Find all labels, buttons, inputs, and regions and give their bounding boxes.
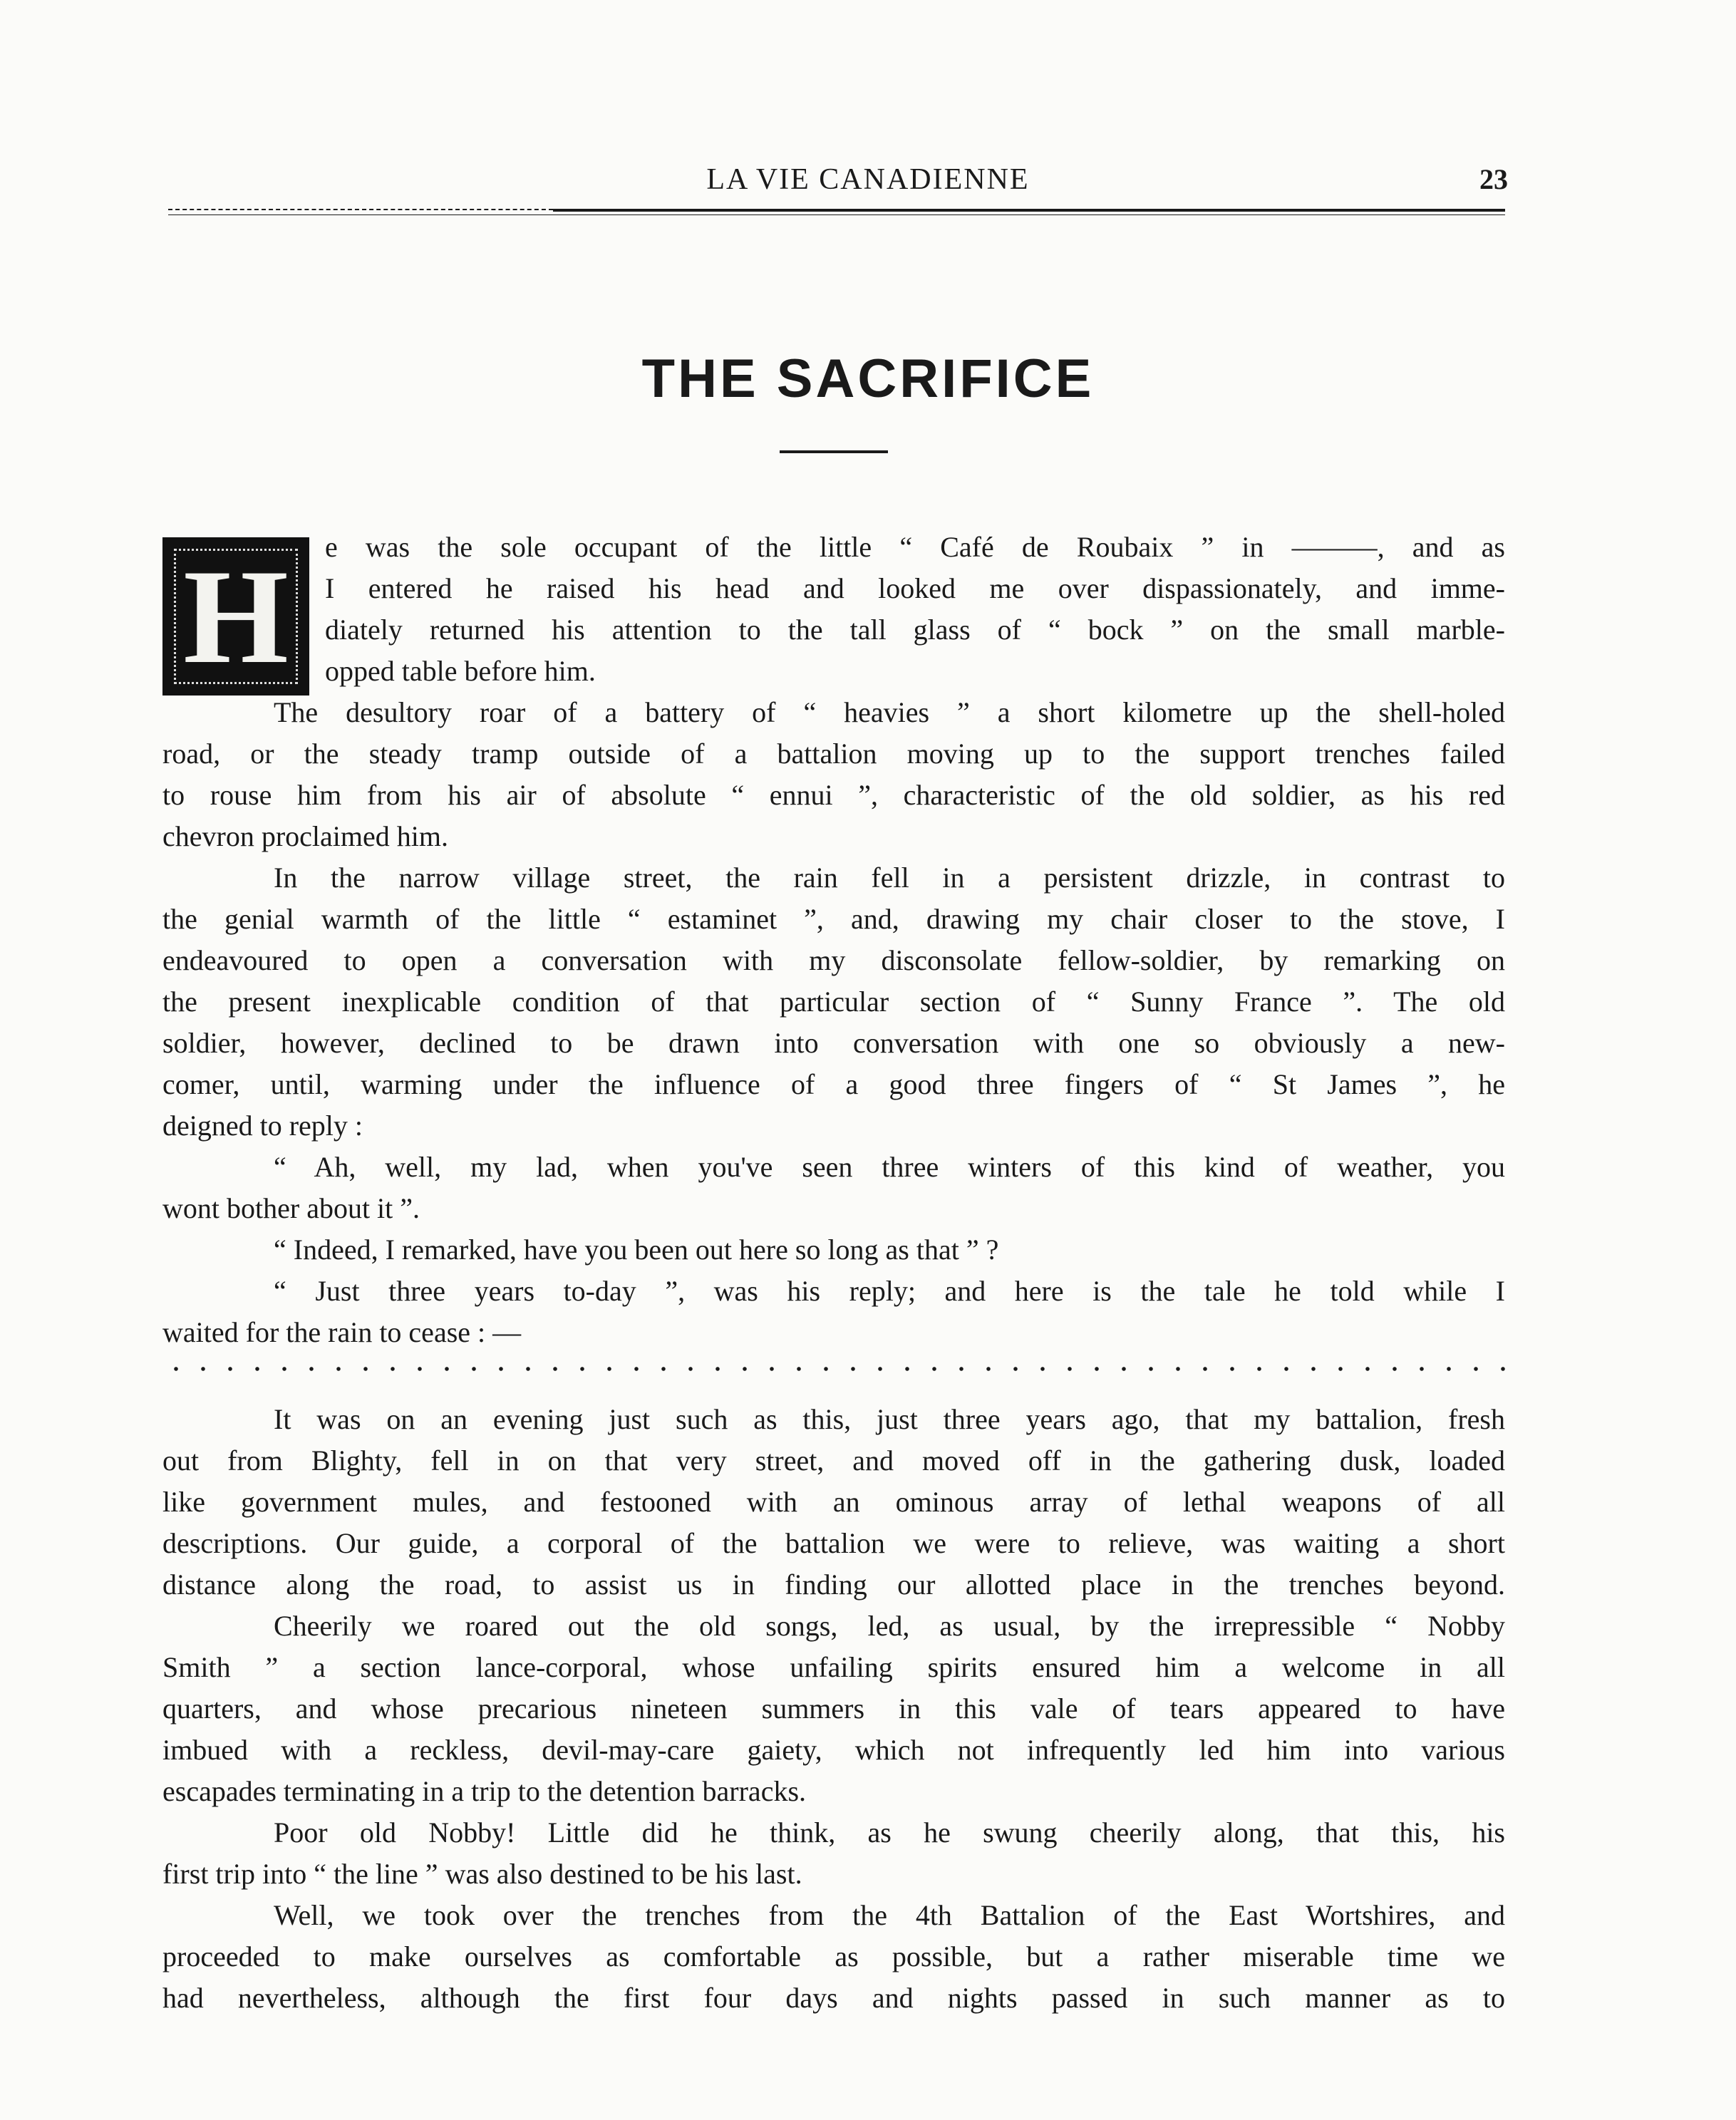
title-rule bbox=[780, 450, 888, 453]
text-line: wont bother about it ”. bbox=[162, 1192, 420, 1224]
text-line: chevron proclaimed him. bbox=[162, 820, 448, 852]
text-line: Smith ” a section lance-corporal, whose unfailing spirits ensured him a welcome in all bbox=[162, 1651, 1505, 1683]
text-line: “ Ah, well, my lad, when you've seen three winters of this kind of weather, you bbox=[274, 1151, 1505, 1183]
text-line: It was on an evening just such as this, just three years ago, that my battalion, fresh bbox=[274, 1403, 1505, 1435]
text-line: like government mules, and festooned with an ominous array of lethal weapons of all bbox=[162, 1486, 1505, 1518]
running-header: LA VIE CANADIENNE bbox=[706, 163, 1030, 196]
text-line: the genial warmth of the little “ estaminet ”, and, drawing my chair closer to the stove, I bbox=[162, 903, 1505, 935]
text-line: road, or the steady tramp outside of a battalion moving up to the support trenches failed bbox=[162, 738, 1505, 770]
text-line: out from Blighty, fell in on that very street, and moved off in the gathering dusk, loaded bbox=[162, 1444, 1505, 1477]
text-line: endeavoured to open a conversation with my disconsolate fellow-soldier, by remarking on bbox=[162, 944, 1505, 976]
initial-letter: H bbox=[183, 542, 289, 692]
text-line: “ Just three years to-day ”, was his reply; and here is the tale he told while I bbox=[274, 1275, 1505, 1307]
text-line: In the narrow village street, the rain fell in a persistent drizzle, in contrast to bbox=[274, 862, 1505, 894]
text-line: to rouse him from his air of absolute “ ennui ”, characteristic of the old soldier, as his red bbox=[162, 779, 1505, 811]
text-line: first trip into “ the line ” was also destined to be his last. bbox=[162, 1858, 802, 1890]
section-break-dots bbox=[162, 1365, 1505, 1372]
page-number: 23 bbox=[1479, 163, 1508, 195]
text-line: deigned to reply : bbox=[162, 1110, 363, 1142]
text-line: “ Indeed, I remarked, have you been out here so long as that ” ? bbox=[274, 1234, 999, 1266]
text-line: soldier, however, declined to be drawn into conversation with one so obviously a new- bbox=[162, 1027, 1505, 1059]
text-line: imbued with a reckless, devil-may-care gaiety, which not infrequently led him into various bbox=[162, 1734, 1505, 1766]
text-line: Well, we took over the trenches from the 4th Battalion of the East Wortshires, and bbox=[274, 1899, 1505, 1931]
text-line: comer, until, warming under the influence of a good three fingers of “ St James ”, he bbox=[162, 1068, 1505, 1100]
text-line: descriptions. Our guide, a corporal of the battalion we were to relieve, was waiting a short bbox=[162, 1527, 1505, 1559]
header-rule bbox=[168, 209, 1505, 215]
text-line: distance along the road, to assist us in finding our allotted place in the trenches beyond. bbox=[162, 1568, 1505, 1601]
text-line: diately returned his attention to the tall glass of “ bock ” on the small marble- bbox=[325, 614, 1505, 646]
text-line: I entered he raised his head and looked me over dispassionately, and imme- bbox=[325, 572, 1505, 604]
text-line: quarters, and whose precarious nineteen summers in this vale of tears appeared to have bbox=[162, 1692, 1505, 1725]
text-line: escapades terminating in a trip to the detention barracks. bbox=[162, 1775, 807, 1807]
article-title: THE SACRIFICE bbox=[641, 348, 1095, 409]
text-line: the present inexplicable condition of that particular section of “ Sunny France ”. The old bbox=[162, 986, 1505, 1018]
text-line: The desultory roar of a battery of “ heavies ” a short kilometre up the shell-holed bbox=[274, 696, 1505, 728]
text-line: proceeded to make ourselves as comfortable as possible, but a rather miserable time we bbox=[162, 1940, 1505, 1972]
text-line: had nevertheless, although the first four days and nights passed in such manner as to bbox=[162, 1982, 1505, 2014]
text-line: e was the sole occupant of the little “ Café de Roubaix ” in ———, and as bbox=[325, 531, 1505, 563]
decorated-initial bbox=[162, 537, 309, 696]
text-line: Cheerily we roared out the old songs, led, as usual, by the irrepressible “ Nobby bbox=[274, 1610, 1505, 1642]
text-line: waited for the rain to cease : — bbox=[162, 1316, 522, 1348]
text-line: opped table before him. bbox=[325, 655, 596, 687]
text-line: Poor old Nobby! Little did he think, as he swung cheerily along, that this, his bbox=[274, 1816, 1505, 1848]
